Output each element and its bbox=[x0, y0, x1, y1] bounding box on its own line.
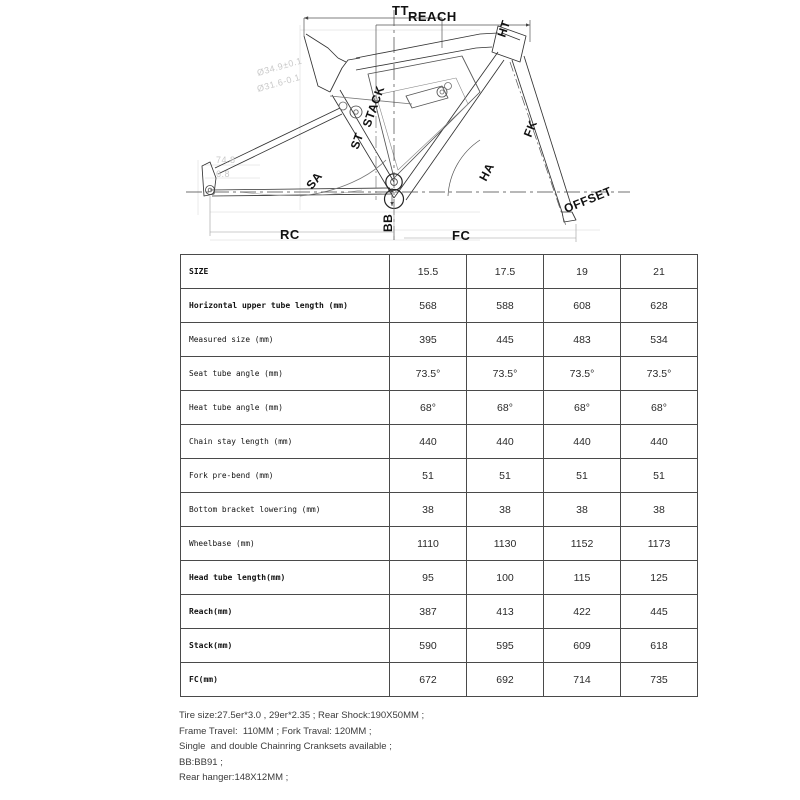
table-cell: 422 bbox=[544, 595, 621, 629]
table-cell: 672 bbox=[390, 663, 467, 697]
table-cell: 588 bbox=[467, 289, 544, 323]
table-row bbox=[181, 629, 698, 663]
table-row bbox=[181, 425, 698, 459]
table-cell: 445 bbox=[621, 595, 698, 629]
drawing-label-rc: RC bbox=[280, 227, 300, 242]
table-cell: 38 bbox=[621, 493, 698, 527]
table-cell: 73.5° bbox=[544, 357, 621, 391]
table-cell: 387 bbox=[390, 595, 467, 629]
drawing-label-stack: STACK bbox=[359, 83, 388, 130]
table-row-label: Chain stay length (mm) bbox=[181, 425, 390, 459]
table-row bbox=[181, 323, 698, 357]
table-cell: 95 bbox=[390, 561, 467, 595]
table-cell: 38 bbox=[544, 493, 621, 527]
drawing-faint-dim-1: Ø34.9±0.1 bbox=[255, 55, 304, 78]
table-cell: 608 bbox=[544, 289, 621, 323]
table-cell: 1152 bbox=[544, 527, 621, 561]
drawing-label-st: ST bbox=[347, 130, 367, 152]
table-cell: 609 bbox=[544, 629, 621, 663]
table-cell: 68° bbox=[467, 391, 544, 425]
table-row-label: Heat tube angle (mm) bbox=[181, 391, 390, 425]
table-cell: 735 bbox=[621, 663, 698, 697]
drawing-faint-dim-2: Ø31.6-0.1 bbox=[255, 72, 302, 94]
table-cell: 125 bbox=[621, 561, 698, 595]
table-cell: 395 bbox=[390, 323, 467, 357]
table-cell: 73.5° bbox=[621, 357, 698, 391]
table-cell: 51 bbox=[544, 459, 621, 493]
table-cell: 68° bbox=[621, 391, 698, 425]
geometry-spec-table bbox=[180, 254, 698, 697]
table-cell: 440 bbox=[544, 425, 621, 459]
table-row bbox=[181, 459, 698, 493]
table-row bbox=[181, 357, 698, 391]
drawing-label-ha: HA bbox=[476, 160, 498, 184]
drawing-label-ht: HT bbox=[494, 18, 514, 39]
spec-table-body bbox=[181, 255, 698, 697]
table-row-label: Head tube length(mm) bbox=[181, 561, 390, 595]
table-cell: 17.5 bbox=[467, 255, 544, 289]
table-row-label: SIZE bbox=[181, 255, 390, 289]
table-row bbox=[181, 289, 698, 323]
table-cell: 1110 bbox=[390, 527, 467, 561]
table-cell: 595 bbox=[467, 629, 544, 663]
drawing-faint-dim-4: 6.8 bbox=[216, 169, 231, 179]
table-cell: 21 bbox=[621, 255, 698, 289]
note-line: BB:BB91 ; bbox=[179, 756, 223, 768]
table-cell: 51 bbox=[621, 459, 698, 493]
table-row-label: Bottom bracket lowering (mm) bbox=[181, 493, 390, 527]
table-cell: 73.5° bbox=[390, 357, 467, 391]
table-cell: 15.5 bbox=[390, 255, 467, 289]
drawing-label-bb: BB bbox=[381, 213, 395, 232]
table-row-label: Measured size (mm) bbox=[181, 323, 390, 357]
table-row-label: Seat tube angle (mm) bbox=[181, 357, 390, 391]
table-row-label: Fork pre-bend (mm) bbox=[181, 459, 390, 493]
table-cell: 1173 bbox=[621, 527, 698, 561]
table-cell: 413 bbox=[467, 595, 544, 629]
table-row-label: Reach(mm) bbox=[181, 595, 390, 629]
table-cell: 628 bbox=[621, 289, 698, 323]
table-row bbox=[181, 561, 698, 595]
drawing-label-sa: SA bbox=[303, 169, 326, 192]
table-cell: 51 bbox=[467, 459, 544, 493]
table-cell: 618 bbox=[621, 629, 698, 663]
table-cell: 692 bbox=[467, 663, 544, 697]
frame-outline bbox=[202, 26, 576, 226]
note-line: Frame Travel: 110MM ; Fork Traval: 120MM ; bbox=[179, 725, 372, 737]
table-cell: 568 bbox=[390, 289, 467, 323]
table-cell: 440 bbox=[467, 425, 544, 459]
table-cell: 68° bbox=[544, 391, 621, 425]
table-cell: 1130 bbox=[467, 527, 544, 561]
table-cell: 100 bbox=[467, 561, 544, 595]
table-row bbox=[181, 527, 698, 561]
table-row-label: Stack(mm) bbox=[181, 629, 390, 663]
table-row-label: Horizontal upper tube length (mm) bbox=[181, 289, 390, 323]
table-cell: 19 bbox=[544, 255, 621, 289]
table-cell: 445 bbox=[467, 323, 544, 357]
table-cell: 534 bbox=[621, 323, 698, 357]
drawing-label-fk: FK bbox=[520, 118, 541, 140]
drawing-faint-dim-3: 74.8 bbox=[216, 155, 236, 165]
table-cell: 51 bbox=[390, 459, 467, 493]
table-row bbox=[181, 663, 698, 697]
table-cell: 590 bbox=[390, 629, 467, 663]
table-row-label: FC(mm) bbox=[181, 663, 390, 697]
table-row bbox=[181, 255, 698, 289]
table-row bbox=[181, 391, 698, 425]
table-cell: 115 bbox=[544, 561, 621, 595]
table-cell: 68° bbox=[390, 391, 467, 425]
table-cell: 440 bbox=[390, 425, 467, 459]
table-cell: 440 bbox=[621, 425, 698, 459]
note-line: Rear hanger:148X12MM ; bbox=[179, 772, 289, 783]
table-row bbox=[181, 493, 698, 527]
note-line: Tire size:27.5er*3.0 , 29er*2.35 ; Rear Shock:190X50MM ; bbox=[179, 710, 425, 721]
table-row-label: Wheelbase (mm) bbox=[181, 527, 390, 561]
table-cell: 714 bbox=[544, 663, 621, 697]
spec-notes bbox=[179, 708, 639, 786]
table-row bbox=[181, 595, 698, 629]
drawing-label-tt: TT bbox=[392, 3, 409, 18]
drawing-label-reach: REACH bbox=[408, 9, 457, 24]
drawing-label-offset: OFFSET bbox=[561, 183, 614, 216]
table-cell: 73.5° bbox=[467, 357, 544, 391]
table-cell: 38 bbox=[390, 493, 467, 527]
table-cell: 483 bbox=[544, 323, 621, 357]
frame-geometry-drawing bbox=[180, 0, 630, 250]
drawing-label-fc: FC bbox=[452, 228, 471, 243]
table-cell: 38 bbox=[467, 493, 544, 527]
note-line: Single and double Chainring Cranksets available ; bbox=[179, 741, 392, 752]
